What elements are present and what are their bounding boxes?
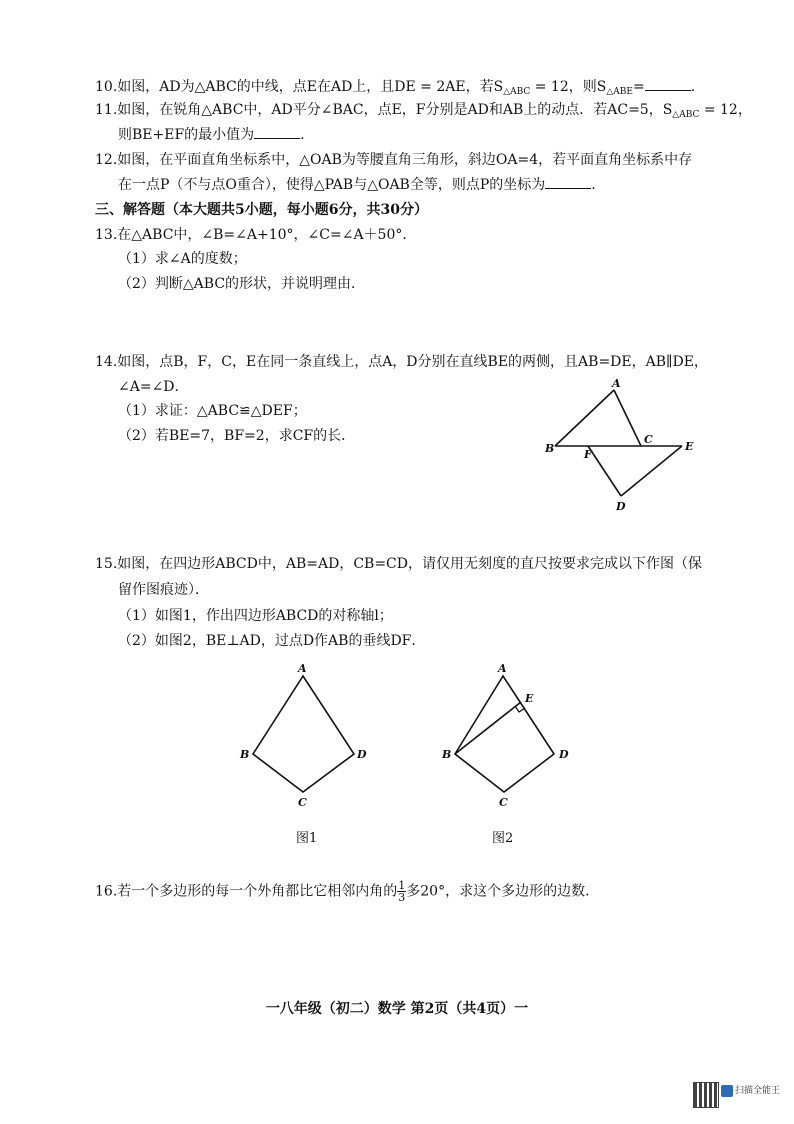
figure-1 <box>230 660 380 810</box>
quadrilateral-abcd <box>455 676 554 792</box>
question-12: 12.如图，在平面直角坐标系中，△OAB为等腰直角三角形，斜边OA=4，若平面直角坐标系中存 <box>95 152 693 168</box>
label-c: C <box>298 796 307 809</box>
label-e: E <box>525 692 534 705</box>
figure-2-caption: 图2 <box>492 831 514 846</box>
label-a: A <box>498 662 507 675</box>
answer-blank <box>545 174 591 189</box>
question-11: 11.如图，在锐角△ABC中，AD平分∠BAC，点E，F分别是AD和AB上的动点．若AC=5，$S_{\triangle ABC} = 12$， <box>95 102 752 120</box>
label-b: B <box>545 442 555 455</box>
figure-2 <box>436 660 586 810</box>
scanner-watermark <box>693 1082 783 1110</box>
question-14-part2: （2）若BE=7，BF=2，求CF的长． <box>118 428 356 444</box>
quadrilateral-abcd <box>253 676 354 792</box>
question-13-part1: （1）求∠A的度数； <box>118 251 247 267</box>
question-16: 16.若一个多边形的每一个外角都比它相邻内角的 $\frac{1}{3}$ 多20°，求这个多边形的边数． <box>95 879 600 904</box>
question-15: 15.如图，在四边形ABCD中，AB=AD，CB=CD，请仅用无刻度的直尺按要求完成以下作图（保 <box>95 556 702 572</box>
label-a: A <box>298 662 307 675</box>
label-c: C <box>499 796 508 809</box>
app-logo-icon <box>721 1085 733 1097</box>
figure-1-caption: 图1 <box>296 831 318 846</box>
question-15-part1: （1）如图1，作出四边形ABCD的对称轴l； <box>118 608 393 624</box>
question-14: 14.如图，点B，F，C，E在同一条直线上，点A，D分别在直线BE的两侧，且AB=DE，AB∥DE， <box>95 354 708 370</box>
qr-code-icon <box>693 1082 719 1108</box>
label-b: B <box>240 748 250 761</box>
question-14-part1: （1）求证：△ABC≌△DEF； <box>118 403 307 419</box>
watermark-text: 扫描全能王 <box>735 1086 781 1096</box>
label-c: C <box>644 433 653 446</box>
question-11-line2: 则BE+EF的最小值为 . <box>118 124 305 145</box>
question-14-line2: ∠A=∠D． <box>118 379 189 395</box>
question-15-line2: 留作图痕迹）． <box>118 582 209 598</box>
label-b: B <box>442 748 452 761</box>
question-15-part2: （2）如图2，BE⊥AD，过点D作AB的垂线DF． <box>118 633 426 649</box>
segment-fd <box>588 446 621 496</box>
label-f: F <box>584 448 592 461</box>
segment-ed <box>621 446 682 496</box>
section-heading: 三、解答题（本大题共5小题，每小题6分，共30分） <box>95 202 428 218</box>
question-13-part2: （2）判断△ABC的形状，并说明理由． <box>118 276 366 292</box>
label-a: A <box>612 377 621 390</box>
question-10: 10.如图，AD为△ABC的中线，点E在AD上，且DE = 2AE，若$S_{\triangle ABC} = 12$，则$S_{\triangle ABE}=$ . <box>95 76 695 102</box>
answer-blank <box>254 124 300 139</box>
label-e: E <box>685 440 694 453</box>
segment-be <box>455 702 521 754</box>
question-13: 13.在△ABC中，∠B=∠A+10°，∠C=∠A＋50°． <box>95 227 417 243</box>
answer-blank <box>645 76 691 91</box>
question-12-line2: 在一点P（不与点O重合），使得△PAB与△OAB全等，则点P的坐标为 . <box>118 174 596 195</box>
page-footer: 一八年级（初二）数学 第2页（共4页）一 <box>265 1001 529 1017</box>
segment-ab <box>555 390 614 446</box>
label-d: D <box>616 500 626 513</box>
segment-ac <box>614 390 641 446</box>
label-d: D <box>559 748 569 761</box>
label-d: D <box>357 748 367 761</box>
q14-figure <box>540 377 700 513</box>
fraction: $\frac{1}{3}$ <box>398 879 406 904</box>
